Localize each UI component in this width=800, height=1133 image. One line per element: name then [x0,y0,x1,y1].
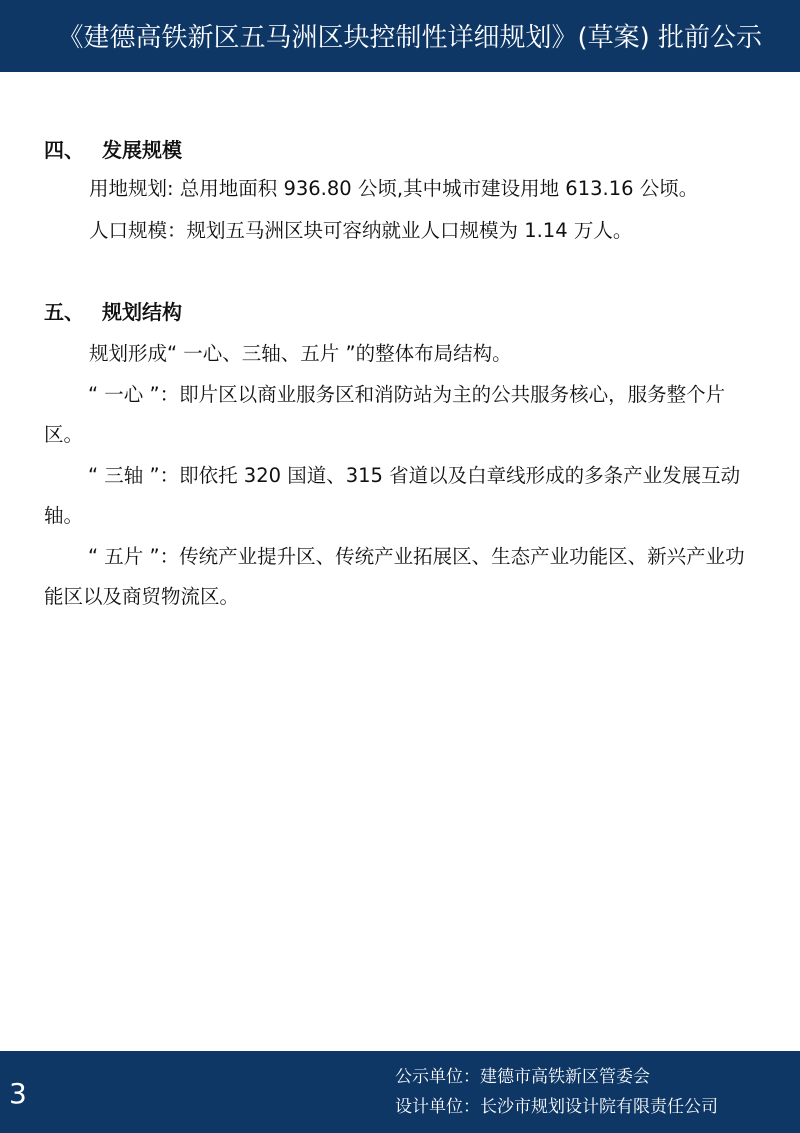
paragraph-structure-summary: 规划形成“ 一心、三轴、五片 ”的整体布局结构。 [89,342,512,365]
section-heading-structure [44,298,182,326]
paragraph-five-zones: “ 五片 ”：传统产业提升区、传统产业拓展区、生态产业功能区、新兴产业功能区以及商贸物流区。 [44,545,745,608]
section-number: 四、 [44,138,84,162]
section-heading-scale [44,136,182,164]
page-footer [0,1051,800,1133]
paragraph-land-use: 用地规划: 总用地面积 936.80 公顷,其中城市建设用地 613.16 公顷。 [89,177,699,200]
page-number: 3 [9,1077,27,1110]
section-number: 五、 [44,300,84,324]
paragraph-three-axes: “ 三轴 ”：即依托 320 国道、315 省道以及白章线形成的多条产业发展互动轴。 [44,464,741,527]
designer-line: 设计单位：长沙市规划设计院有限责任公司 [395,1097,718,1117]
section-title: 规划结构 [102,300,182,324]
section-title: 发展规模 [102,138,182,162]
page-header [0,0,800,72]
paragraph-population: 人口规模：规划五马洲区块可容纳就业人口规模为 1.14 万人。 [89,219,633,242]
document-title: 《建德高铁新区五马洲区块控制性详细规划》(草案) 批前公示 [57,23,762,53]
paragraph-one-core: “ 一心 ”：即片区以商业服务区和消防站为主的公共服务核心，服务整个片区。 [44,383,726,446]
publisher-line: 公示单位：建德市高铁新区管委会 [395,1067,650,1087]
